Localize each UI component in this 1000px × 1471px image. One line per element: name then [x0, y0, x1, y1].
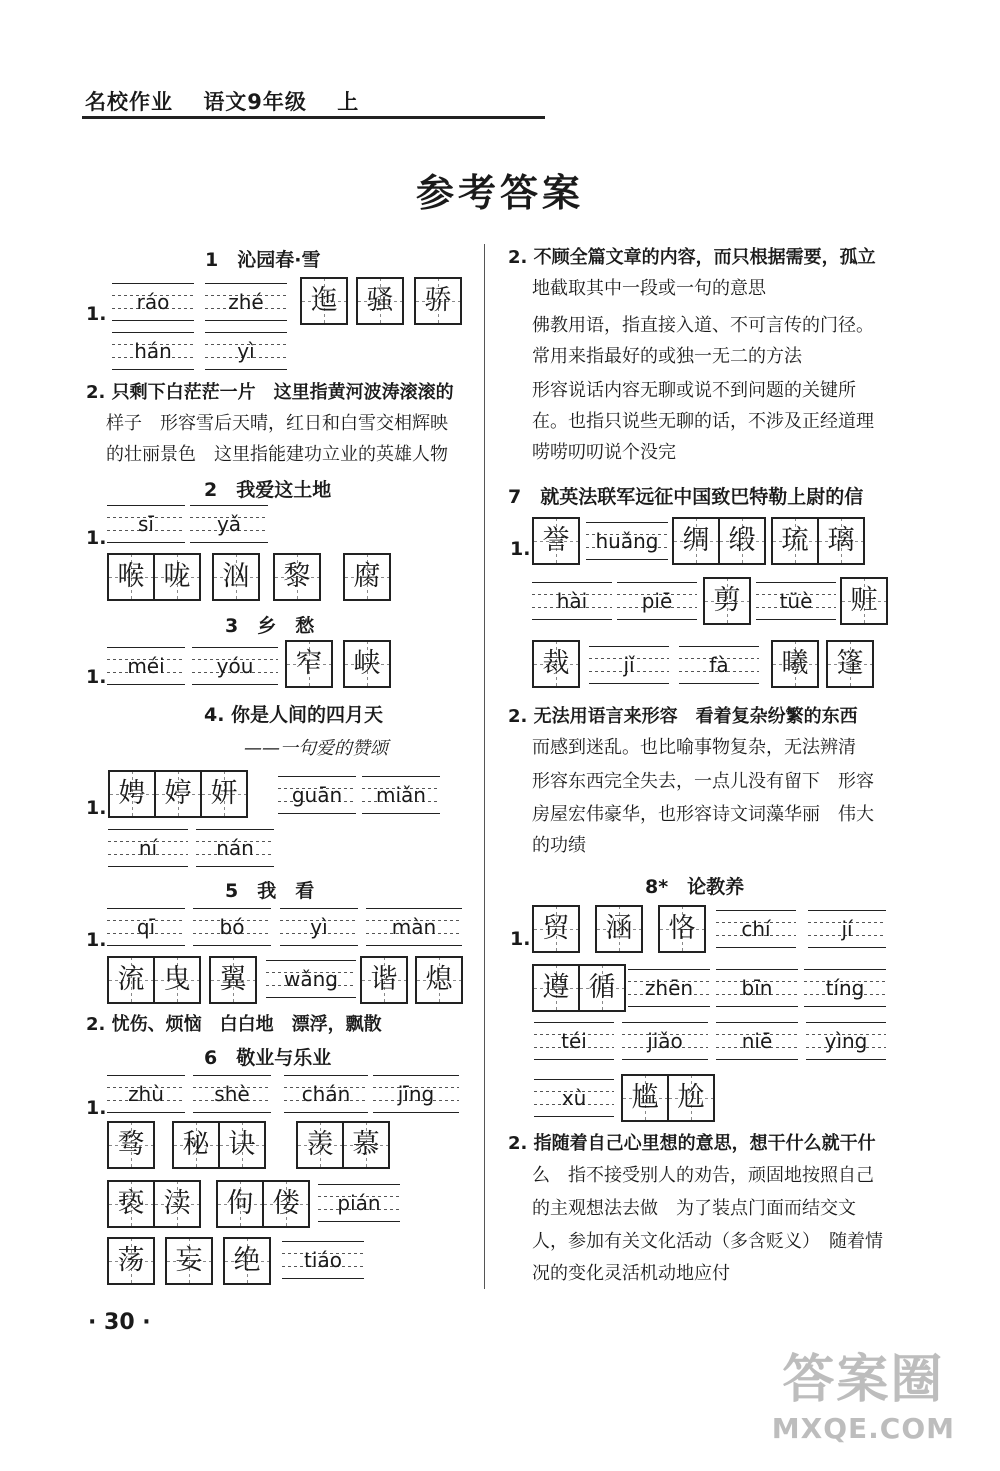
section-title-8: 8* 论教养 [645, 876, 745, 898]
char-box: 翼 [211, 958, 255, 1002]
char-box: 窄 [287, 642, 331, 686]
pinyin-slot: tíng [804, 969, 886, 1007]
question-number: 1. [86, 666, 107, 688]
char-box: 喉 [109, 555, 153, 599]
section-title-1: 1 沁园春·雪 [205, 249, 321, 271]
char-box-group [209, 956, 257, 1004]
pinyin-slot: zhé [205, 283, 287, 321]
char-box-group [223, 1237, 271, 1285]
question-number: 1. [510, 538, 531, 560]
answer-line: 唠唠叨叨说个没完 [532, 442, 676, 463]
pinyin-slot: yì [205, 332, 287, 370]
char-box: 绸 [674, 519, 718, 563]
char-box-group [532, 964, 626, 1012]
book-header [85, 86, 381, 116]
pinyin-slot: piē [617, 582, 697, 620]
pinyin-slot: miǎn [362, 776, 440, 814]
section-title-6: 6 敬业与乐业 [204, 1047, 332, 1069]
char-box: 妍 [200, 772, 246, 816]
char-box: 佝 [218, 1182, 262, 1226]
char-box: 诀 [218, 1123, 264, 1167]
char-box-group [826, 640, 874, 688]
answer-line: 形容东西完全失去，一点儿没有留下 形容 [532, 771, 874, 792]
answer-line: 样子 形容雪后天晴，红日和白雪交相辉映 [106, 413, 448, 434]
pinyin-slot: shè [193, 1075, 271, 1113]
char-box-group [532, 905, 580, 953]
answer-line: 2. 无法用语言来形容 看着复杂纷繁的东西 [508, 706, 858, 727]
pinyin-slot: tüè [756, 582, 836, 620]
pinyin-slot: niē [716, 1022, 798, 1060]
char-box: 尬 [667, 1076, 713, 1120]
char-box: 迤 [302, 279, 346, 323]
answer-line: 佛教用语，指直接入道、不可言传的门径。 [532, 315, 874, 336]
answer-line: 的主观想法去做 为了装点门面而结交文 [532, 1198, 856, 1219]
pinyin-slot: jiǎo [622, 1022, 708, 1060]
pinyin-slot: hán [112, 332, 194, 370]
answer-line: 在。也指只说些无聊的话，不涉及正经道理 [532, 411, 874, 432]
answer-line: 形容说话内容无聊或说不到问题的关键所 [532, 380, 856, 401]
pinyin-slot: ráo [112, 283, 194, 321]
char-box: 骚 [358, 279, 402, 323]
pinyin-slot: jīng [373, 1075, 459, 1113]
watermark-site: MXQE.COM [771, 1412, 955, 1445]
char-box: 篷 [828, 642, 872, 686]
char-box: 偻 [262, 1182, 308, 1226]
answer-line: 常用来指最好的或独一无二的方法 [532, 346, 802, 367]
pinyin-slot: chí [716, 910, 796, 948]
char-box-group [658, 905, 706, 953]
pinyin-slot: chán [284, 1075, 368, 1113]
answer-line: 2. 忧伤、烦恼 白白地 漂浮，飘散 [86, 1014, 382, 1035]
pinyin-slot: méi [107, 647, 185, 685]
char-box-group [356, 277, 404, 325]
watermark-logo [772, 1337, 955, 1445]
pinyin-slot: yǎ [190, 505, 268, 543]
char-box: 熄 [417, 958, 461, 1002]
section-title-3: 3 乡 愁 [225, 615, 315, 637]
char-box-group [107, 553, 201, 601]
char-box-group [840, 577, 888, 625]
page-number: · 30 · [88, 1310, 151, 1335]
question-number: 1. [86, 929, 107, 951]
char-box: 裁 [534, 642, 578, 686]
answer-line: 2. 指随着自己心里想的意思，想干什么就干什 [508, 1133, 876, 1154]
pinyin-slot: zhēn [628, 969, 710, 1007]
char-box: 贸 [534, 907, 578, 951]
char-box: 秘 [174, 1123, 218, 1167]
answer-line: 2. 只剩下白茫茫一片 这里指黄河波涛滚滚的 [86, 382, 454, 403]
char-box-group [107, 1237, 155, 1285]
char-box: 骛 [109, 1123, 153, 1167]
char-box: 誉 [534, 519, 578, 563]
char-box-group [343, 553, 391, 601]
char-box: 璃 [817, 519, 863, 563]
char-box: 婷 [154, 772, 200, 816]
char-box-group [621, 1074, 715, 1122]
question-number: 1. [86, 527, 107, 549]
char-box: 剪 [705, 579, 749, 623]
question-number: 1. [86, 797, 107, 819]
char-box: 荡 [109, 1239, 153, 1283]
char-box: 峡 [345, 642, 389, 686]
pinyin-slot: téi [534, 1022, 614, 1060]
char-box-group [296, 1121, 390, 1169]
answer-line: 地截取其中一段或一句的意思 [532, 278, 766, 299]
column-divider [484, 244, 485, 1289]
char-box: 妄 [167, 1239, 211, 1283]
pinyin-slot: nán [196, 829, 274, 867]
char-box: 赃 [842, 579, 886, 623]
pinyin-slot: guān [278, 776, 356, 814]
pinyin-slot: zhù [107, 1075, 185, 1113]
pinyin-slot: ní [108, 829, 188, 867]
pinyin-slot: yìng [806, 1022, 886, 1060]
char-box: 慕 [342, 1123, 388, 1167]
char-box-group [595, 905, 643, 953]
section-subtitle: ——一句爱的赞颂 [244, 738, 388, 759]
char-box: 亵 [109, 1182, 153, 1226]
pinyin-slot: sī [107, 505, 185, 543]
char-box-group [107, 956, 201, 1004]
page-title: 参考答案 [415, 171, 584, 215]
char-box: 循 [578, 966, 624, 1010]
pinyin-slot: bó [193, 908, 271, 946]
pinyin-slot: màn [366, 908, 462, 946]
pinyin-slot: tiáo [282, 1241, 364, 1279]
char-box: 羡 [298, 1123, 342, 1167]
char-box-group [107, 1180, 201, 1228]
volume-label: 上 [337, 90, 360, 114]
char-box: 曳 [153, 958, 199, 1002]
pinyin-slot: qī [107, 908, 185, 946]
char-box-group [212, 553, 260, 601]
header-rule [82, 116, 545, 119]
char-box-group [216, 1180, 310, 1228]
subject-grade: 语文9年级 [203, 90, 307, 114]
pinyin-slot: bīn [716, 969, 798, 1007]
char-box: 黎 [275, 555, 319, 599]
char-box: 腐 [345, 555, 389, 599]
char-box: 骄 [416, 279, 460, 323]
char-box-group [672, 517, 766, 565]
section-title-5: 5 我 看 [225, 880, 315, 902]
pinyin-slot: yì [280, 908, 358, 946]
char-box-group [771, 517, 865, 565]
char-box: 汹 [214, 555, 258, 599]
answer-line: 2. 不顾全篇文章的内容，而只根据需要，孤立 [508, 247, 876, 268]
char-box: 绝 [225, 1239, 269, 1283]
answer-line: 房屋宏伟豪华，也形容诗文词藻华丽 伟大 [532, 804, 874, 825]
answer-line: 人，参加有关文化活动（多含贬义） 随着情 [532, 1231, 883, 1252]
series-name: 名校作业 [85, 90, 173, 114]
char-box-group [703, 577, 751, 625]
char-box-group [165, 1237, 213, 1285]
pinyin-slot: fà [679, 646, 759, 684]
char-box-group [532, 640, 580, 688]
char-box-group [343, 640, 391, 688]
char-box: 遵 [534, 966, 578, 1010]
char-box-group [360, 956, 408, 1004]
char-box: 恪 [660, 907, 704, 951]
answer-line: 么 指不接受别人的劝告，顽固地按照自己 [532, 1165, 874, 1186]
question-number: 1. [86, 1097, 107, 1119]
char-box: 缎 [718, 519, 764, 563]
section-title-4: 4. 你是人间的四月天 [204, 704, 384, 726]
char-box-group [414, 277, 462, 325]
section-title-7: 7 就英法联军远征中国致巴特勒上尉的信 [508, 486, 864, 508]
char-box: 娉 [110, 772, 154, 816]
char-box-group [285, 640, 333, 688]
char-box: 琉 [773, 519, 817, 563]
pinyin-slot: pián [318, 1184, 400, 1222]
char-box: 曦 [773, 642, 817, 686]
pinyin-slot: huǎng [586, 522, 668, 560]
char-box-group [532, 517, 580, 565]
char-box-group [172, 1121, 266, 1169]
char-box-group [107, 1121, 155, 1169]
answer-line: 况的变化灵活机动地应付 [532, 1263, 730, 1284]
answer-line: 而感到迷乱。也比喻事物复杂，无法辨清 [532, 737, 856, 758]
char-box: 咙 [153, 555, 199, 599]
answer-line: 的壮丽景色 这里指能建功立业的英雄人物 [106, 444, 448, 465]
char-box-group [300, 277, 348, 325]
char-box: 流 [109, 958, 153, 1002]
section-title-2: 2 我爱这土地 [204, 479, 332, 501]
char-box-group [415, 956, 463, 1004]
pinyin-slot: wǎng [266, 960, 356, 998]
char-box: 尴 [623, 1076, 667, 1120]
pinyin-slot: jí [808, 910, 886, 948]
char-box-group [771, 640, 819, 688]
question-number: 1. [86, 303, 107, 325]
pinyin-slot: hài [532, 582, 612, 620]
answer-line: 的功绩 [532, 835, 586, 856]
watermark-logo-text: 答案圈 [782, 1350, 945, 1410]
pinyin-slot: jǐ [589, 646, 669, 684]
pinyin-slot: yóu [192, 647, 278, 685]
char-box-group [273, 553, 321, 601]
char-box: 谐 [362, 958, 406, 1002]
question-number: 1. [510, 928, 531, 950]
char-box: 渎 [153, 1182, 199, 1226]
pinyin-slot: xù [534, 1079, 614, 1117]
char-box-group [108, 770, 248, 818]
char-box: 涵 [597, 907, 641, 951]
